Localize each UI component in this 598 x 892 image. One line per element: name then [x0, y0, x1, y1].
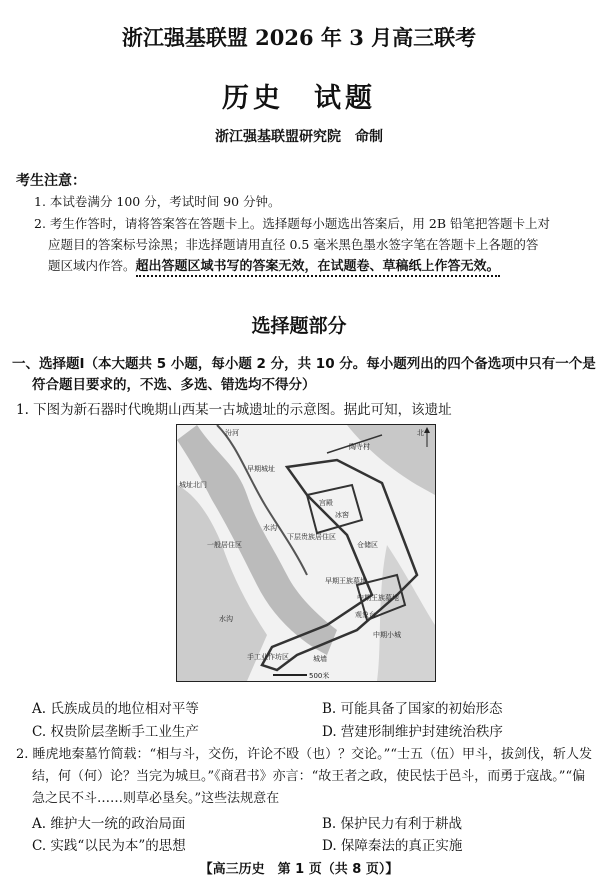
paper-subject: 历史	[222, 83, 284, 114]
notice-item-2-line-2: 应题目的答案标号涂黑；非选择题请用直径 0.5 毫米黑色墨水签字笔在答题卡上各题的答	[48, 237, 539, 252]
map-label-observatory: 观象台	[355, 611, 376, 619]
map-label-storage: 仓储区	[357, 541, 378, 549]
q2-option-d: D. 保障秦法的真正实施	[322, 838, 463, 854]
section-instruction-line-2: 符合题目要求的，不选、多选、错选均不得分）	[32, 377, 316, 393]
section-title: 选择题部分	[251, 315, 347, 337]
q1-option-d: D. 营建形制维护封建统治秩序	[322, 724, 503, 740]
notice-item-2-line-1: 2. 考生作答时，请将答案答在答题卡上。选择题每小题选出答案后，用 2B 铅笔把答题卡上对	[34, 216, 550, 231]
notice-item-1: 1. 本试卷满分 100 分，考试时间 90 分钟。	[34, 194, 281, 209]
map-label-scale: 500米	[309, 672, 330, 680]
question-2-line-2: 结，何（何）论？当完为城旦。”《商君书》亦言：“故王者之政，使民怯于邑斗，而勇于寇战。”“偏	[32, 769, 586, 784]
site-map	[176, 424, 436, 682]
map-label-elite: 下层贵族居住区	[287, 533, 336, 541]
footer-label: 【高三历史 第 1 页（共 8 页）】	[199, 862, 399, 877]
q2-option-b: B. 保护民力有利于耕战	[322, 816, 463, 832]
map-label-taosi: 陶寺村	[349, 443, 370, 451]
q1-option-b: B. 可能具备了国家的初始形态	[322, 701, 503, 717]
map-label-common: 一般居住区	[207, 541, 242, 549]
issuing-institute: 浙江强基联盟研究院 命制	[215, 129, 383, 145]
q2-option-c: C. 实践“以民为本”的思想	[32, 838, 186, 854]
map-label-craft: 手工业作坊区	[247, 653, 289, 661]
map-label-early-wall: 早期城址	[247, 465, 275, 473]
q2-option-a: A. 维护大一统的政治局面	[32, 816, 186, 832]
page-footer	[0, 858, 598, 877]
site-map-svg	[177, 425, 435, 681]
question-1-stem: 1. 下图为新石器时代晚期山西某一古城遗址的示意图。据此可知，该遗址	[16, 402, 452, 418]
map-label-icehouse: 冰窖	[335, 511, 349, 519]
question-2-line-3: 急之民不斗……则草必垦矣。”这些法规意在	[32, 791, 280, 806]
section-instruction-line-1: 一、选择题Ⅰ（本大题共 5 小题，每小题 2 分，共 10 分。每小题列出的四个备选项中只有一个是	[12, 356, 596, 372]
map-label-wall: 城墙	[313, 655, 327, 663]
q1-option-a: A. 氏族成员的地位相对平等	[32, 701, 199, 717]
map-label-fenhe: 汾河	[225, 429, 239, 437]
map-label-north: 北	[417, 429, 424, 437]
map-label-north-gate: 城址北门	[179, 481, 207, 489]
map-label-mid-tomb: 中期王族墓地	[357, 594, 399, 602]
paper-title	[0, 76, 598, 115]
map-label-palace: 宫殿	[319, 499, 333, 507]
map-label-shuigou-1: 水沟	[263, 524, 277, 532]
notice-title: 考生注意：	[16, 173, 86, 189]
map-label-mid-city: 中期小城	[373, 631, 401, 639]
q1-option-c: C. 权贵阶层垄断手工业生产	[32, 724, 199, 740]
notice-emphasis: 超出答题区域书写的答案无效，在试题卷、草稿纸上作答无效。	[136, 259, 500, 277]
notice-item-2-line-3-a: 题区域内作答。	[48, 258, 136, 273]
palace-enclosure	[307, 485, 362, 533]
question-2-line-1: 2. 睡虎地秦墓竹简载：“相与斗，交伤，许论不殴（也）？交论。”“士五（伍）甲斗，拔剑伐，斩人发	[16, 747, 592, 762]
exam-title: 浙江强基联盟 2026 年 3 月高三联考	[121, 25, 477, 50]
notice-item-2-line-3	[48, 255, 500, 274]
map-label-early-tomb: 早期王族墓地	[325, 577, 367, 585]
paper-type: 试题	[314, 83, 376, 114]
map-label-shuigou-2: 水沟	[219, 615, 233, 623]
